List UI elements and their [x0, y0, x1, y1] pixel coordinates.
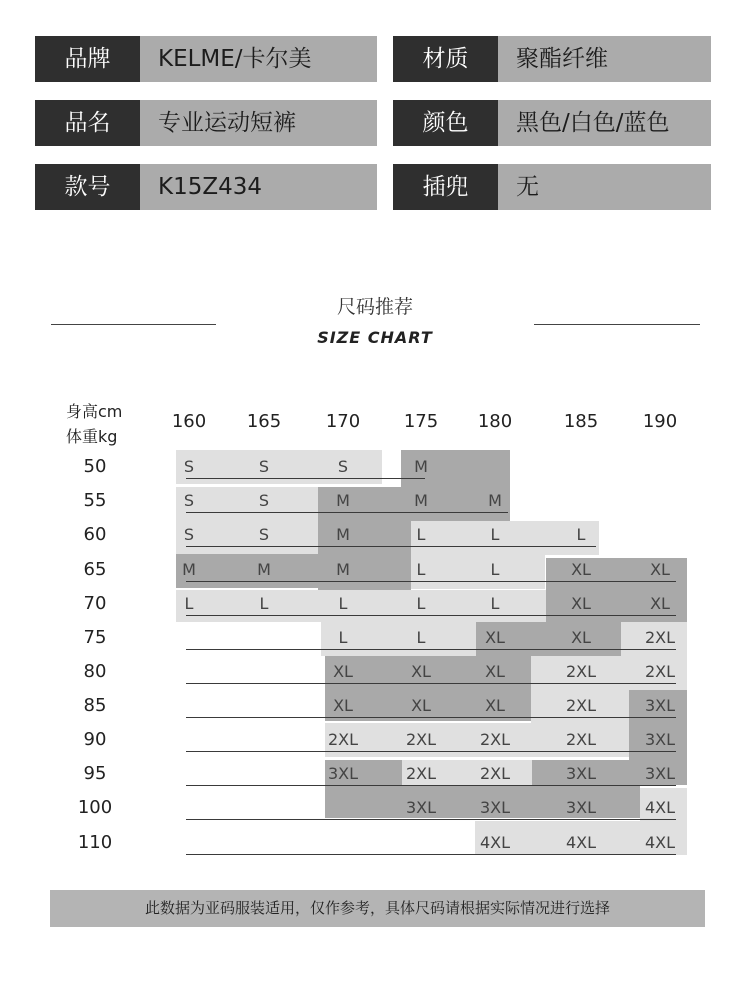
- size-cell: 2XL: [327, 730, 359, 749]
- spec-label-model-number: 款号: [35, 164, 140, 210]
- size-chart-title: 尺码推荐: [336, 296, 413, 318]
- title-rule-left: [51, 324, 216, 325]
- spec-row-model-number: [35, 164, 377, 210]
- size-cell: 2XL: [479, 764, 511, 783]
- size-cell: XL: [650, 594, 670, 613]
- size-cell: 2XL: [644, 628, 676, 647]
- size-cell: XL: [571, 594, 591, 613]
- size-cell: S: [183, 491, 195, 510]
- weight-header: 90: [83, 729, 107, 750]
- row-rule: [186, 478, 425, 479]
- weight-header: 55: [83, 490, 107, 511]
- size-cell: L: [490, 525, 500, 544]
- size-cell: M: [336, 560, 350, 579]
- weight-header: 100: [77, 797, 113, 818]
- row-rule: [186, 512, 508, 513]
- weight-header: 85: [83, 695, 107, 716]
- size-cell: S: [258, 525, 270, 544]
- size-cell: XL: [485, 662, 505, 681]
- weight-header: 60: [83, 524, 107, 545]
- size-cell: M: [257, 560, 271, 579]
- spec-label-material: 材质: [393, 36, 498, 82]
- height-header: 160: [171, 411, 207, 432]
- size-cell: M: [182, 560, 196, 579]
- height-header: 185: [563, 411, 599, 432]
- size-cell: 3XL: [327, 764, 359, 783]
- spec-row-pockets: [393, 164, 711, 210]
- size-cell: 3XL: [565, 798, 597, 817]
- spec-value-product-name: 专业运动短裤: [140, 100, 377, 146]
- size-cell: 4XL: [565, 833, 597, 852]
- size-cell: 3XL: [644, 730, 676, 749]
- row-rule: [186, 785, 676, 786]
- size-cell: 2XL: [565, 662, 597, 681]
- row-rule: [186, 581, 676, 582]
- size-cell: S: [183, 457, 195, 476]
- spec-value-model-number: K15Z434: [140, 164, 377, 210]
- size-cell: XL: [485, 628, 505, 647]
- size-cell: L: [338, 594, 348, 613]
- spec-label-product-name: 品名: [35, 100, 140, 146]
- size-chart-subtitle: SIZE CHART: [317, 328, 433, 347]
- weight-header: 75: [83, 627, 107, 648]
- weight-header: 80: [83, 661, 107, 682]
- size-cell: L: [416, 525, 426, 544]
- size-cell: 2XL: [565, 730, 597, 749]
- size-cell: 3XL: [565, 764, 597, 783]
- spec-value-color: 黑色/白色/蓝色: [498, 100, 711, 146]
- height-header: 190: [642, 411, 678, 432]
- size-cell: 3XL: [644, 696, 676, 715]
- height-header: 180: [477, 411, 513, 432]
- size-cell: XL: [485, 696, 505, 715]
- size-cell: L: [416, 628, 426, 647]
- weight-header: 65: [83, 559, 107, 580]
- size-cell: 4XL: [644, 798, 676, 817]
- size-cell: 2XL: [479, 730, 511, 749]
- weight-header: 110: [77, 832, 113, 853]
- size-cell: L: [576, 525, 586, 544]
- size-cell: S: [258, 457, 270, 476]
- height-header: 175: [403, 411, 439, 432]
- row-rule: [186, 683, 676, 684]
- size-cell: 4XL: [479, 833, 511, 852]
- size-cell: XL: [333, 696, 353, 715]
- size-cell: 2XL: [565, 696, 597, 715]
- size-cell: L: [259, 594, 269, 613]
- size-cell: M: [336, 525, 350, 544]
- row-rule: [186, 546, 596, 547]
- row-rule: [186, 717, 676, 718]
- spec-value-material: 聚酯纤维: [498, 36, 711, 82]
- row-rule: [186, 819, 676, 820]
- spec-label-pockets: 插兜: [393, 164, 498, 210]
- size-cell: S: [183, 525, 195, 544]
- size-cell: XL: [411, 662, 431, 681]
- size-cell: XL: [571, 628, 591, 647]
- spec-value-brand: KELME/卡尔美: [140, 36, 377, 82]
- row-rule: [186, 615, 676, 616]
- size-cell: L: [490, 594, 500, 613]
- size-cell: XL: [333, 662, 353, 681]
- size-cell: L: [416, 594, 426, 613]
- footer-note: 此数据为亚码服装适用，仅作参考，具体尺码请根据实际情况进行选择: [50, 890, 705, 927]
- size-cell: 2XL: [405, 764, 437, 783]
- size-cell: M: [414, 491, 428, 510]
- size-cell: 3XL: [644, 764, 676, 783]
- row-rule: [186, 751, 676, 752]
- size-cell: 3XL: [405, 798, 437, 817]
- size-cell: L: [184, 594, 194, 613]
- size-cell: 3XL: [479, 798, 511, 817]
- spec-label-brand: 品牌: [35, 36, 140, 82]
- spec-row-color: [393, 100, 711, 146]
- height-axis-label: 身高cm: [66, 402, 123, 421]
- spec-row-product-name: [35, 100, 377, 146]
- size-cell: XL: [411, 696, 431, 715]
- weight-header: 50: [83, 456, 107, 477]
- weight-header: 95: [83, 763, 107, 784]
- height-header: 165: [246, 411, 282, 432]
- size-cell: 2XL: [644, 662, 676, 681]
- spec-value-pockets: 无: [498, 164, 711, 210]
- row-rule: [186, 854, 676, 855]
- size-cell: L: [338, 628, 348, 647]
- spec-label-color: 颜色: [393, 100, 498, 146]
- size-cell: L: [490, 560, 500, 579]
- size-cell: S: [337, 457, 349, 476]
- size-cell: M: [488, 491, 502, 510]
- weight-axis-label: 体重kg: [66, 427, 118, 446]
- row-rule: [186, 649, 676, 650]
- size-cell: 2XL: [405, 730, 437, 749]
- title-rule-right: [534, 324, 700, 325]
- size-cell: XL: [571, 560, 591, 579]
- weight-header: 70: [83, 593, 107, 614]
- spec-row-material: [393, 36, 711, 82]
- size-cell: M: [336, 491, 350, 510]
- size-cell: XL: [650, 560, 670, 579]
- size-cell: S: [258, 491, 270, 510]
- size-cell: 4XL: [644, 833, 676, 852]
- size-cell: M: [414, 457, 428, 476]
- spec-row-brand: [35, 36, 377, 82]
- size-cell: L: [416, 560, 426, 579]
- height-header: 170: [325, 411, 361, 432]
